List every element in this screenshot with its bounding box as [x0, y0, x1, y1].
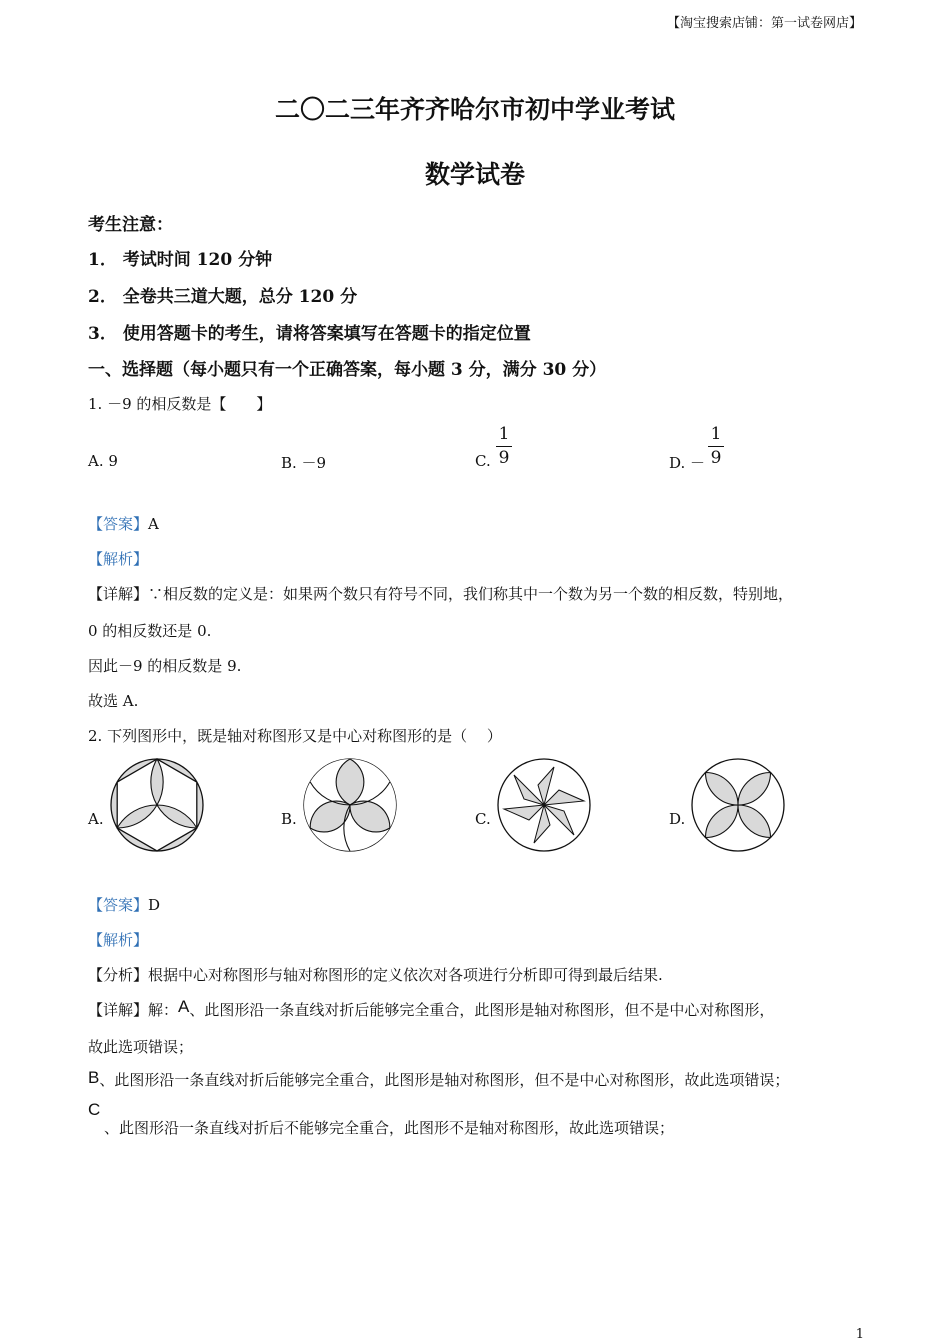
q1-detail-line [88, 583, 793, 604]
q1-detail-line: 故选 A. [88, 692, 139, 710]
q2-detail-c: 、此图形沿一条直线对折后不能够完全重合，此图形不是轴对称图形，故此选项错误； [104, 1119, 675, 1137]
q2-detail-a [88, 997, 774, 1020]
page-title: 二〇二三年齐齐哈尔市初中学业考试 [274, 95, 675, 124]
q1-answer-line [88, 513, 159, 534]
figure-b [301, 756, 399, 854]
q2-label-b: B. [281, 810, 297, 828]
fenxi-text: 根据中心对称图形与轴对称图形的定义依次对各项进行分析即可得到最后结果. [148, 966, 663, 984]
q1-analysis-tag: 【解析】 [88, 550, 149, 568]
q2-label-c: C. [475, 810, 491, 828]
q2-label-a: A. [88, 810, 104, 828]
figure-d [689, 756, 787, 854]
detail-text: ∵相反数的定义是：如果两个数只有符号不同，我们称其中一个数为另一个数的相反数，特别地， [148, 585, 794, 603]
q1-option-c-fraction [496, 426, 512, 467]
option-letter: B [88, 1068, 100, 1087]
q1-option-d-prefix: D. － [669, 454, 706, 472]
detail-tag: 【详解】 [88, 1001, 149, 1019]
q1-option-b: B. －9 [281, 454, 327, 472]
notice-item: 1． 考试时间 120 分钟 [88, 250, 273, 270]
fraction-numerator: 1 [710, 424, 722, 444]
fenxi-tag: 【分析】 [88, 966, 149, 984]
q2-analysis-tag: 【解析】 [88, 931, 149, 949]
page-subtitle: 数学试卷 [424, 160, 525, 189]
q2-label-d: D. [669, 810, 686, 828]
q2-answer-line [88, 894, 160, 915]
detail-text: 、此图形沿一条直线对折后能够完全重合，此图形是轴对称图形，但不是中心对称图形，故此选项错误； [99, 1071, 790, 1089]
detail-text: 、此图形沿一条直线对折后能够完全重合，此图形是轴对称图形，但不是中心对称图形， [189, 1001, 775, 1019]
q1-detail-line: 0 的相反数还是 0. [88, 622, 212, 640]
q1-option-d-fraction [708, 426, 724, 467]
detail-prefix: 解： [148, 1001, 179, 1019]
answer-tag: 【答案】 [88, 515, 149, 533]
figure-c [495, 756, 593, 854]
answer-tag: 【答案】 [88, 896, 149, 914]
q1-option-c-prefix: C. [475, 452, 491, 470]
notice-heading: 考生注意： [88, 215, 173, 235]
fraction-denominator: 9 [498, 448, 510, 468]
fraction-numerator: 1 [498, 424, 510, 444]
q1-option-a: A. 9 [88, 452, 118, 470]
header-note: 【淘宝搜索店铺：第一试卷网店】 [666, 16, 862, 31]
option-letter: C [88, 1100, 101, 1119]
fraction-bar [496, 446, 512, 447]
q2-stem: 2. 下列图形中，既是轴对称图形又是中心对称图形的是（ ） [88, 727, 502, 745]
section-heading: 一、选择题（每小题只有一个正确答案，每小题 3 分，满分 30 分） [88, 360, 607, 380]
detail-tag: 【详解】 [88, 585, 149, 603]
q2-detail-b [88, 1068, 789, 1090]
notice-item: 3． 使用答题卡的考生，请将答案填写在答题卡的指定位置 [88, 324, 531, 344]
fraction-denominator: 9 [710, 448, 722, 468]
q1-stem: 1. －9 的相反数是【 】 [88, 395, 272, 413]
q1-detail-line: 因此－9 的相反数是 9. [88, 657, 242, 675]
fraction-bar [708, 446, 724, 447]
figure-a [108, 756, 206, 854]
answer-value: A [148, 515, 159, 533]
notice-item: 2． 全卷共三道大题，总分 120 分 [88, 287, 358, 307]
q2-fenxi-line [88, 964, 663, 985]
q2-detail-a-cont: 故此选项错误； [88, 1038, 194, 1056]
option-letter: A [178, 997, 190, 1016]
answer-value: D [148, 896, 161, 914]
page-number: 1 [855, 1327, 864, 1342]
